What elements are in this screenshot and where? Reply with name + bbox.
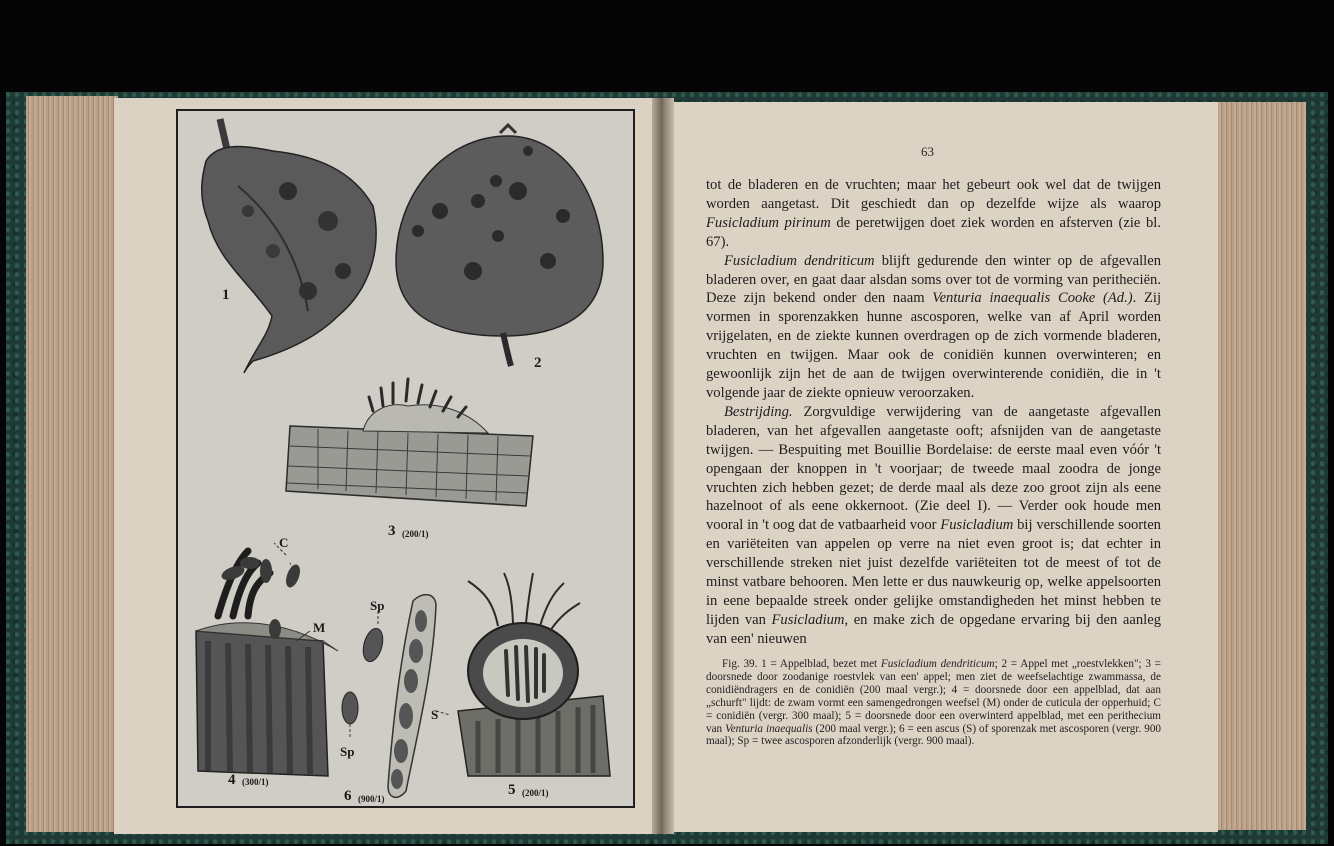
apple-illustration bbox=[396, 125, 603, 366]
paragraph-3: Bestrijding. Zorgvuldige verwijdering van de aangetaste afgevallen bladeren, van het afgevallen aangetaste ooft; afsnijden van de aangetaste twijgen. — Bespuiting met Bouillie Bordelaise: de eerste maal even vóór 't opengaan der knoppen in 't voorjaar; de tweede maal zoodra de jonge vruchten zich hebben gezet; de derde maal als deze zoo groot zijn als eene hazelnoot of als eene okkernoot. (Zie deel I). — Verder ook houde men vooral in 't oog dat de vatbaarheid voor Fusicladium bij verschillende soorten en variëteiten van appelen op verre na niet even groot is; dat echter in verschillende streken niet juist dezelfde variëteiten tot de meest of tot de minst vatbare behooren. Men lette er dus nauwkeurig op, welke appelsoorten in eene bepaalde streek onder gelijke omstandigheden het minst hebben te lijden van Fusicladium, en make zich de opgedane ervaring bij den aanleg van een' nieuwen bbox=[706, 403, 1161, 647]
page-number: 63 bbox=[921, 144, 934, 159]
label-ascus: S bbox=[431, 707, 439, 722]
figure-label-5-magnification: (200/1) bbox=[522, 788, 549, 798]
paragraph-2: Fusicladium dendriticum blijft gedurende den winter op de afgevallen bladeren over, en gaat daar alsdan soms over tot de vorming van peritheciën. Deze zijn bekend onder den naam Venturia inaequalis Cooke (Ad.). Zij vormen in sporenzakken hunne ascosporen, welke van af April worden vrijgelaten, en de ziekte kunnen overdragen op de zich vormende bladeren, vruchten en twijgen. Maar ook de conidiën kunnen overwinteren; en gewoonlijk zijn het de aan de twijgen overwinterende conidiën, die in 't volgende jaar de ziekte opnieuw veroorzaken. bbox=[706, 252, 1161, 401]
figure-label-5: 5 bbox=[508, 782, 516, 798]
figure-label-6-magnification: (900/1) bbox=[358, 794, 385, 804]
figure-label-3-magnification: (200/1) bbox=[402, 529, 429, 539]
figure-caption: Fig. 39. 1 = Appelblad, bezet met Fusicladium dendriticum; 2 = Appel met „roestvlekken"; 3 = doorsnede door zoodanige roestvlek van een' appel; men ziet de weefselachtige zwammassa, de conidiëndragers en de conidiën (200 maal vergr.); 4 = doorsnede door een appelblad, dat aan „schurft" lijdt: de zwam vormt een samengedrongen weefsel (M) onder de cuticula der opperhuid; C = conidiën (vergr. 300 maal); 5 = doorsnede door een overwinterd appelblad, met een perithecium van Venturia inaequalis (200 maal vergr.); 6 = een ascus (S) of sporenzak met ascosporen (vergr. 900 maal); Sp = twee ascosporen afzonderlijk (vergr. 900 maal). bbox=[706, 658, 1162, 748]
body-text bbox=[706, 176, 1161, 649]
leaf-section-illustration bbox=[196, 543, 338, 776]
fruit-section-illustration bbox=[286, 379, 533, 506]
figure-label-4-magnification: (300/1) bbox=[242, 777, 269, 787]
illustration-plate bbox=[176, 109, 635, 808]
page-edges-left bbox=[26, 96, 118, 832]
plate-drawing bbox=[178, 111, 633, 806]
label-ascospore-bottom: Sp bbox=[340, 744, 355, 759]
figure-label-6: 6 bbox=[344, 788, 352, 804]
perithecium-illustration bbox=[458, 573, 610, 776]
figure-label-3: 3 bbox=[388, 523, 396, 539]
page-edges-right bbox=[1214, 102, 1306, 830]
book-gutter bbox=[652, 98, 674, 834]
figure-label-2: 2 bbox=[534, 355, 542, 371]
leaf-illustration bbox=[202, 119, 376, 373]
figure-label-1: 1 bbox=[222, 287, 230, 303]
figure-label-4: 4 bbox=[228, 772, 236, 788]
paragraph-1: tot de bladeren en de vruchten; maar het gebeurt ook wel dat de twijgen worden aangetast. Dit geschiedt dan op dezelfde wijze als waarop Fusicladium pirinum de peretwijgen doet ziek worden en afsterven (zie bl. 67). bbox=[706, 177, 1161, 250]
label-conidia: C bbox=[279, 535, 289, 550]
label-mycelium: M bbox=[313, 620, 326, 635]
ascus-illustration bbox=[342, 595, 450, 798]
label-ascospore-top: Sp bbox=[370, 598, 385, 613]
